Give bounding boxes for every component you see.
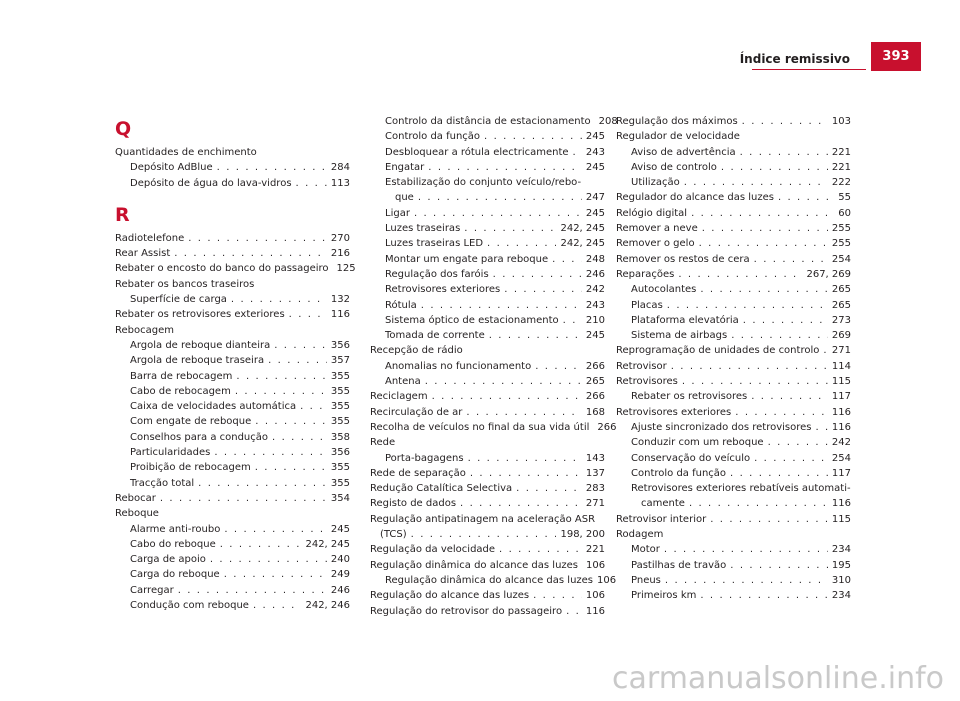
index-entry[interactable] xyxy=(616,298,851,313)
entry-pages: 210 xyxy=(585,314,605,326)
index-entry-head: Rodagem xyxy=(616,529,664,541)
entry-term: Rebater os retrovisores exteriores xyxy=(115,309,285,321)
entry-term: Pastilhas de travão xyxy=(631,559,727,571)
entry-pages: 117 xyxy=(831,467,851,479)
entry-term: Relógio digital xyxy=(616,207,688,219)
index-entry[interactable] xyxy=(115,430,350,445)
index-entry[interactable] xyxy=(616,328,851,343)
entry-term: Regulação dinâmica do alcance das luzes xyxy=(370,559,579,571)
entry-pages: 283 xyxy=(585,483,605,495)
entry-pages: 168 xyxy=(585,406,605,418)
index-entry[interactable] xyxy=(370,129,605,144)
entry-term: Radiotelefone xyxy=(115,232,185,244)
entry-term: que xyxy=(395,192,414,204)
entry-pages: 116 xyxy=(585,605,605,617)
entry-term: Motor xyxy=(631,544,660,556)
entry-term: Registo de dados xyxy=(370,498,457,510)
entry-pages: 267, 269 xyxy=(806,268,851,280)
entry-term: Controlo da função xyxy=(631,467,727,479)
index-entry[interactable] xyxy=(616,267,851,282)
letter-q-heading: Q xyxy=(115,118,132,140)
index-entry[interactable] xyxy=(370,221,605,236)
entry-term: Reparações xyxy=(616,268,675,280)
entry-term: Rede de separação xyxy=(370,467,466,479)
entry-term: Particularidades xyxy=(130,447,211,459)
entry-pages: 245 xyxy=(585,207,605,219)
entry-term: Placas xyxy=(631,299,663,311)
entry-term: Regulação da velocidade xyxy=(370,544,496,556)
entry-term: Rear Assist xyxy=(115,248,171,260)
entry-term: Regulação dinâmica do alcance das luzes xyxy=(385,574,594,586)
entry-term: Aviso de advertência xyxy=(631,146,736,158)
index-entry-head: Regulação antipatinagem na aceleração ASR xyxy=(370,513,596,525)
entry-term: Retrovisor interior xyxy=(616,513,707,525)
entry-term: Tracção total xyxy=(130,477,195,489)
index-entry[interactable] xyxy=(115,261,356,276)
watermark: carmanualsonline.info xyxy=(612,661,944,696)
entry-term: Montar um engate para reboque xyxy=(385,253,549,265)
entry-term: Retrovisores xyxy=(616,376,678,388)
index-entry[interactable] xyxy=(616,573,851,588)
entry-pages: 355 xyxy=(330,477,350,489)
entry-pages: 266 xyxy=(597,421,617,433)
entry-term: Rebater o encosto do banco do passageiro xyxy=(115,263,329,275)
entry-term: Caixa de velocidades automática xyxy=(130,401,297,413)
entry-pages: 60 xyxy=(838,207,851,219)
index-entry[interactable] xyxy=(616,512,851,527)
entry-pages: 269 xyxy=(831,330,851,342)
entry-term: Recolha de veículos no final da sua vida útil xyxy=(370,421,590,433)
entry-term: Reprogramação de unidades de controlo xyxy=(616,345,820,357)
index-entry[interactable] xyxy=(115,552,350,567)
entry-term: Aviso de controlo xyxy=(631,161,717,173)
entry-pages: 113 xyxy=(330,177,350,189)
index-column-3 xyxy=(616,0,851,604)
entry-term: Superfície de carga xyxy=(130,294,227,306)
index-entry[interactable] xyxy=(616,359,851,374)
entry-pages: 116 xyxy=(831,406,851,418)
entry-pages: 355 xyxy=(330,401,350,413)
entry-pages: 310 xyxy=(831,574,851,586)
entry-term: Tomada de corrente xyxy=(385,330,485,342)
index-entry[interactable] xyxy=(370,267,605,282)
entry-term: Reciclagem xyxy=(370,391,428,403)
entry-term: camente xyxy=(641,498,685,510)
entry-term: Sistema óptico de estacionamento xyxy=(385,314,559,326)
index-entry[interactable] xyxy=(115,338,350,353)
entry-pages: 246 xyxy=(585,268,605,280)
index-entry[interactable] xyxy=(115,353,350,368)
entry-term: Recirculação de ar xyxy=(370,406,463,418)
index-entry[interactable] xyxy=(616,343,851,358)
entry-term: Alarme anti-roubo xyxy=(130,523,221,535)
index-entry-head: Rebocagem xyxy=(115,324,174,336)
entry-term: Conservação do veículo xyxy=(631,452,751,464)
entry-pages: 355 xyxy=(330,385,350,397)
index-entry[interactable] xyxy=(616,313,851,328)
index-entry[interactable] xyxy=(616,114,851,129)
entry-term: Regulador do alcance das luzes xyxy=(616,192,774,204)
index-entry[interactable] xyxy=(370,114,618,129)
entry-pages: 103 xyxy=(831,116,851,127)
entry-pages: 116 xyxy=(831,421,851,433)
index-entry[interactable] xyxy=(616,588,851,603)
entry-term: Argola de reboque dianteira xyxy=(130,339,271,351)
index-entry[interactable] xyxy=(370,451,605,466)
entry-term: Regulação do alcance das luzes xyxy=(370,590,530,602)
entry-pages: 195 xyxy=(831,559,851,571)
entry-term: Autocolantes xyxy=(631,284,697,296)
entry-pages: 115 xyxy=(831,513,851,525)
letter-r-heading: R xyxy=(115,203,130,226)
entry-term: Utilização xyxy=(631,177,680,189)
entry-pages: 242, 245 xyxy=(560,223,605,235)
index-entry[interactable] xyxy=(616,206,851,221)
entry-pages: 143 xyxy=(585,452,605,464)
entry-term: Ajuste sincronizado dos retrovisores xyxy=(631,421,812,433)
entry-pages: 355 xyxy=(330,370,350,382)
index-entry-head: Quantidades de enchimento xyxy=(115,147,257,158)
index-entry[interactable] xyxy=(616,389,851,404)
index-entry[interactable] xyxy=(616,420,851,435)
entry-term: Pneus xyxy=(631,574,661,586)
entry-term: Controlo da função xyxy=(385,131,481,143)
entry-pages: 247 xyxy=(585,192,605,204)
index-entry-head: Estabilização do conjunto veículo/rebo- xyxy=(385,177,582,189)
entry-pages: 216 xyxy=(330,248,350,260)
entry-pages: 117 xyxy=(831,391,851,403)
entry-pages: 106 xyxy=(585,590,605,602)
index-entry[interactable] xyxy=(370,573,617,588)
index-entry[interactable] xyxy=(616,466,851,481)
entry-pages: 114 xyxy=(831,360,851,372)
entry-term: Com engate de reboque xyxy=(130,416,252,428)
entry-pages: 248 xyxy=(585,253,605,265)
entry-pages: 255 xyxy=(831,238,851,250)
entry-pages: 234 xyxy=(831,544,851,556)
index-entry[interactable] xyxy=(616,221,851,236)
entry-pages: 265 xyxy=(831,284,851,296)
entry-term: Regulação dos faróis xyxy=(385,268,489,280)
index-entry[interactable] xyxy=(115,246,350,261)
entry-term: Ligar xyxy=(385,207,410,219)
index-entry[interactable] xyxy=(115,491,350,506)
index-entry[interactable] xyxy=(370,588,605,603)
entry-pages: 356 xyxy=(330,339,350,351)
index-entry[interactable] xyxy=(616,451,851,466)
entry-pages: 242 xyxy=(585,284,605,296)
entry-pages: 245 xyxy=(330,523,350,535)
entry-pages: 222 xyxy=(831,177,851,189)
index-entry[interactable] xyxy=(115,567,350,582)
index-entry[interactable] xyxy=(115,307,350,322)
entry-term: Depósito AdBlue xyxy=(130,162,213,174)
entry-pages: 266 xyxy=(585,360,605,372)
index-entry-head: Rede xyxy=(370,437,396,449)
entry-pages: 245 xyxy=(585,131,605,143)
entry-pages: 242, 246 xyxy=(305,600,350,612)
entry-pages: 198, 200 xyxy=(560,529,605,541)
index-entry[interactable] xyxy=(616,405,851,420)
entry-pages: 284 xyxy=(330,162,350,174)
entry-pages: 265 xyxy=(585,376,605,388)
index-entry[interactable] xyxy=(616,435,851,450)
entry-term: Retrovisor xyxy=(616,360,667,372)
entry-term: Argola de reboque traseira xyxy=(130,355,265,367)
entry-pages: 208 xyxy=(598,116,618,127)
index-entry-head: Retrovisores exteriores rebatíveis automati- xyxy=(631,483,851,495)
entry-term: Primeiros km xyxy=(631,590,697,602)
index-entry[interactable] xyxy=(616,542,851,557)
index-entry[interactable] xyxy=(616,190,851,205)
index-entry[interactable] xyxy=(370,190,605,205)
entry-term: (TCS) xyxy=(380,529,407,541)
index-column-2 xyxy=(370,0,618,619)
index-entry[interactable] xyxy=(115,598,350,613)
index-entry[interactable] xyxy=(370,527,605,542)
entry-term: Rebater os retrovisores xyxy=(631,391,748,403)
entry-pages: 115 xyxy=(831,376,851,388)
index-entry[interactable] xyxy=(370,604,605,619)
entry-term: Anomalias no funcionamento xyxy=(385,360,532,372)
index-entry-head: Recepção de rádio xyxy=(370,345,463,357)
index-entry[interactable] xyxy=(115,160,350,175)
entry-pages: 246 xyxy=(330,584,350,596)
entry-pages: 221 xyxy=(585,544,605,556)
index-entry[interactable] xyxy=(370,496,605,511)
entry-term: Remover a neve xyxy=(616,223,698,235)
entry-pages: 116 xyxy=(330,309,350,321)
entry-pages: 242 xyxy=(831,437,851,449)
entry-pages: 254 xyxy=(831,253,851,265)
index-entry[interactable] xyxy=(616,175,851,190)
entry-pages: 271 xyxy=(831,345,851,357)
entry-pages: 137 xyxy=(585,467,605,479)
entry-term: Carga do reboque xyxy=(130,569,220,581)
entry-pages: 106 xyxy=(597,574,617,586)
index-entry[interactable] xyxy=(115,583,350,598)
entry-pages: 356 xyxy=(330,447,350,459)
entry-term: Luzes traseiras xyxy=(385,223,461,235)
entry-term: Carga de apoio xyxy=(130,554,206,566)
index-entry[interactable] xyxy=(616,145,851,160)
index-entry[interactable] xyxy=(370,466,605,481)
entry-pages: 243 xyxy=(585,299,605,311)
index-entry[interactable] xyxy=(370,359,605,374)
entry-term: Conduzir com um reboque xyxy=(631,437,764,449)
entry-pages: 273 xyxy=(831,314,851,326)
entry-term: Sistema de airbags xyxy=(631,330,728,342)
entry-term: Luzes traseiras LED xyxy=(385,238,484,250)
entry-pages: 221 xyxy=(831,146,851,158)
entry-pages: 116 xyxy=(831,498,851,510)
entry-term: Engatar xyxy=(385,161,425,173)
index-entry-head: Reboque xyxy=(115,508,159,520)
index-entry[interactable] xyxy=(616,160,851,175)
index-entry[interactable] xyxy=(115,460,350,475)
index-entry[interactable] xyxy=(370,160,605,175)
index-entry[interactable] xyxy=(370,206,605,221)
entry-term: Controlo da distância de estacionamento xyxy=(385,116,591,127)
index-entry[interactable] xyxy=(370,374,605,389)
entry-pages: 106 xyxy=(586,559,606,571)
entry-term: Carregar xyxy=(130,584,174,596)
entry-pages: 242, 245 xyxy=(305,538,350,550)
index-entry[interactable] xyxy=(370,558,605,573)
entry-term: Condução com reboque xyxy=(130,600,249,612)
index-entry[interactable] xyxy=(370,542,605,557)
entry-term: Barra de rebocagem xyxy=(130,370,233,382)
index-entry[interactable] xyxy=(370,481,605,496)
index-entry[interactable] xyxy=(616,374,851,389)
index-entry[interactable] xyxy=(115,414,350,429)
entry-pages: 270 xyxy=(330,232,350,244)
entry-term: Rótula xyxy=(385,299,417,311)
entry-pages: 125 xyxy=(336,263,356,275)
index-entry[interactable] xyxy=(616,558,851,573)
entry-term: Retrovisores exteriores xyxy=(385,284,501,296)
index-entry[interactable] xyxy=(370,389,605,404)
entry-term: Porta-bagagens xyxy=(385,452,464,464)
entry-term: Regulação do retrovisor do passageiro xyxy=(370,605,563,617)
index-entry[interactable] xyxy=(370,420,617,435)
entry-pages: 249 xyxy=(330,569,350,581)
index-entry[interactable] xyxy=(370,405,605,420)
entry-term: Depósito de água do lava-vidros xyxy=(130,177,292,189)
entry-term: Cabo do reboque xyxy=(130,538,216,550)
entry-pages: 271 xyxy=(585,498,605,510)
entry-term: Desbloquear a rótula electricamente xyxy=(385,146,569,158)
index-entry[interactable] xyxy=(115,369,350,384)
entry-pages: 354 xyxy=(330,492,350,504)
section-title: Índice remissivo xyxy=(739,52,850,66)
index-entry[interactable] xyxy=(616,236,851,251)
entry-pages: 357 xyxy=(330,355,350,367)
entry-pages: 245 xyxy=(585,330,605,342)
entry-pages: 355 xyxy=(330,416,350,428)
entry-term: Remover os restos de cera xyxy=(616,253,750,265)
entry-term: Regulação dos máximos xyxy=(616,116,738,127)
index-entry[interactable] xyxy=(370,252,605,267)
entry-pages: 245 xyxy=(585,161,605,173)
entry-pages: 254 xyxy=(831,452,851,464)
entry-term: Plataforma elevatória xyxy=(631,314,739,326)
entry-pages: 221 xyxy=(831,161,851,173)
entry-term: Retrovisores exteriores xyxy=(616,406,732,418)
index-entry[interactable] xyxy=(115,292,350,307)
index-entry[interactable] xyxy=(370,328,605,343)
entry-pages: 358 xyxy=(330,431,350,443)
entry-pages: 55 xyxy=(838,192,851,204)
index-entry[interactable] xyxy=(115,522,350,537)
entry-pages: 265 xyxy=(831,299,851,311)
index-entry[interactable] xyxy=(115,384,350,399)
entry-pages: 243 xyxy=(585,146,605,158)
entry-term: Cabo de rebocagem xyxy=(130,385,231,397)
index-entry[interactable] xyxy=(370,298,605,313)
entry-term: Proibição de rebocagem xyxy=(130,462,251,474)
index-entry[interactable] xyxy=(115,176,350,191)
entry-pages: 234 xyxy=(831,590,851,602)
index-entry[interactable] xyxy=(115,537,350,552)
index-entry-head: Regulador de velocidade xyxy=(616,131,740,143)
index-entry[interactable] xyxy=(370,236,605,251)
index-entry[interactable] xyxy=(370,282,605,297)
entry-pages: 240 xyxy=(330,554,350,566)
entry-term: Antena xyxy=(385,376,421,388)
index-entry[interactable] xyxy=(616,496,851,511)
index-entry[interactable] xyxy=(616,252,851,267)
index-column-1 xyxy=(115,0,356,613)
entry-pages: 242, 245 xyxy=(560,238,605,250)
index-entry[interactable] xyxy=(115,445,350,460)
entry-pages: 355 xyxy=(330,462,350,474)
index-entry[interactable] xyxy=(115,231,350,246)
entry-term: Redução Catalítica Selectiva xyxy=(370,483,513,495)
entry-term: Rebocar xyxy=(115,492,156,504)
index-entry[interactable] xyxy=(616,282,851,297)
index-entry[interactable] xyxy=(370,313,605,328)
entry-pages: 266 xyxy=(585,391,605,403)
entry-pages: 255 xyxy=(831,223,851,235)
entry-pages: 132 xyxy=(330,294,350,306)
entry-term: Conselhos para a condução xyxy=(130,431,269,443)
index-entry[interactable] xyxy=(115,476,350,491)
index-entry[interactable] xyxy=(370,145,605,160)
index-entry-head: Rebater os bancos traseiros xyxy=(115,278,255,290)
index-entry[interactable] xyxy=(115,399,350,414)
entry-term: Remover o gelo xyxy=(616,238,695,250)
page-number: 393 xyxy=(871,42,921,71)
